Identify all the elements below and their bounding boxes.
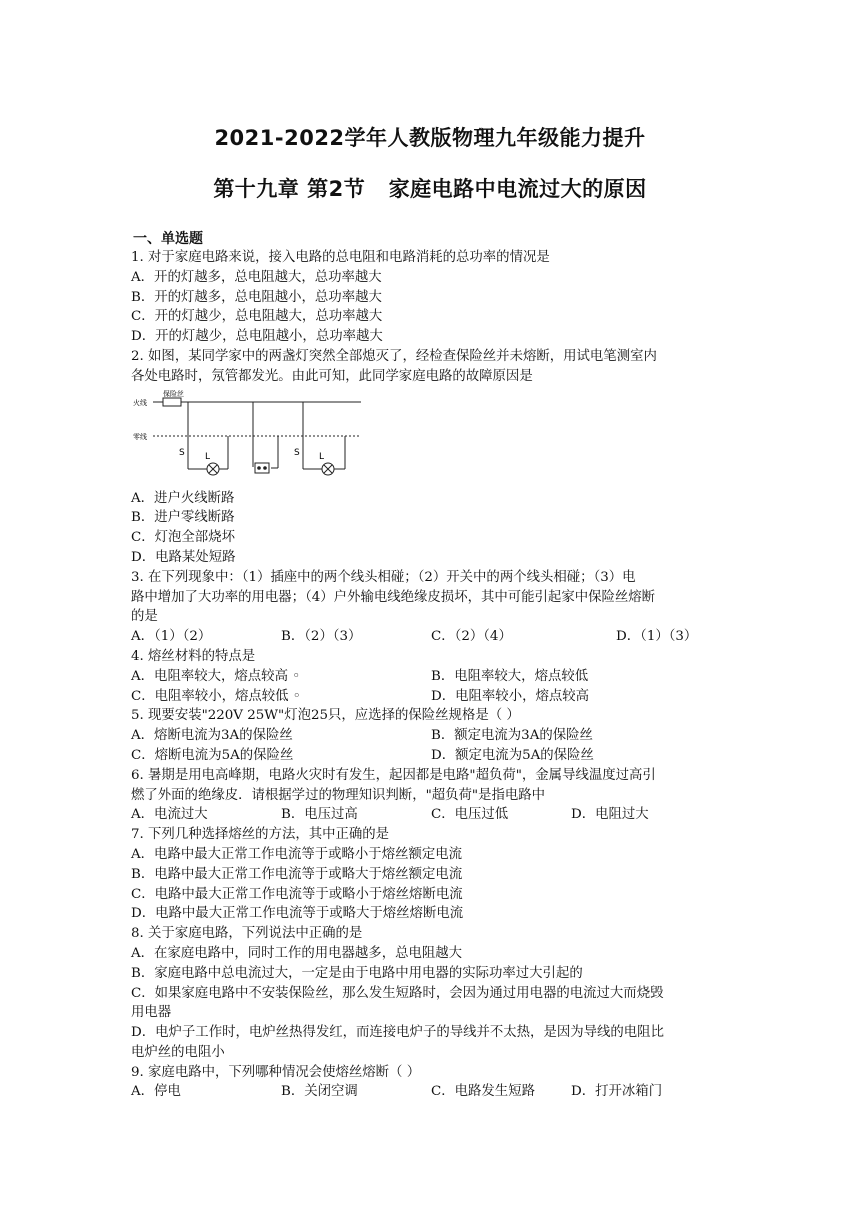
q7-option-d: D．电路中最大正常工作电流等于或略大于熔丝熔断电流 — [131, 906, 464, 922]
q2-option-a: A．进户火线断路 — [131, 490, 235, 506]
q6-option-d: D．电阻过大 — [571, 807, 649, 823]
q5-option-d: D．额定电流为5A的保险丝 — [431, 747, 594, 763]
q5-stem: 5. 现要安装"220V 25W"灯泡25只，应选择的保险丝规格是（ ） — [131, 708, 520, 724]
q6-option-c: C．电压过低 — [431, 807, 509, 823]
q9-options — [131, 1082, 731, 1102]
q2-option-c: C．灯泡全部烧坏 — [131, 530, 235, 546]
section-heading: 一、单选题 — [133, 231, 203, 247]
q4-option-a: A．电阻率较大，熔点较高 ◦ — [131, 668, 301, 684]
q9-option-b: B．关闭空调 — [281, 1084, 358, 1100]
q6-stem-line2: 燃了外面的绝缘皮．请根据学过的物理知识判断，"超负荷"是指电路中 — [131, 787, 546, 803]
circuit-diagram — [133, 389, 363, 489]
q3-option-b: B．（2）（3） — [281, 629, 362, 645]
q2-option-d: D．电路某处短路 — [131, 549, 236, 565]
q3-option-d: D．（1）（3） — [616, 629, 698, 645]
q1-option-a: A．开的灯越多，总电阻越大，总功率越大 — [131, 269, 382, 285]
live-wire-label: 火线 — [133, 398, 147, 407]
q6-option-a: A．电流过大 — [131, 807, 208, 823]
q4-option-c: C．电阻率较小，熔点较低 ◦ — [131, 688, 301, 704]
q4-option-b: B．电阻率较大，熔点较低 — [431, 668, 589, 684]
q5-option-c: C．熔断电流为5A的保险丝 — [131, 747, 294, 763]
q9-option-c: C．电路发生短路 — [431, 1084, 535, 1100]
circuit-diagram-svg — [133, 389, 363, 487]
q3-stem-line2: 路中增加了大功率的用电器；（4）户外输电线绝缘皮损坏，其中可能引起家中保险丝熔断 — [131, 589, 656, 605]
q1-option-c: C．开的灯越少，总电阻越大，总功率越大 — [131, 309, 383, 325]
q8-stem: 8. 关于家庭电路，下列说法中正确的是 — [131, 926, 363, 942]
q8-option-c-line2: 用电器 — [131, 1005, 172, 1021]
q7-option-c: C．电路中最大正常工作电流等于或略小于熔丝熔断电流 — [131, 886, 463, 902]
neutral-wire-label: 零线 — [133, 432, 147, 441]
q5-options-row1 — [131, 726, 731, 746]
q6-option-b: B．电压过高 — [281, 807, 358, 823]
document-title: 2021-2022学年人教版物理九年级能力提升 — [214, 126, 646, 150]
fuse-label: 保险丝 — [163, 389, 184, 398]
q8-option-d-line1: D．电炉子工作时，电炉丝热得发红，而连接电炉子的导线并不太热，是因为导线的电阻比 — [131, 1025, 664, 1041]
q9-option-d: D．打开冰箱门 — [571, 1084, 663, 1100]
q6-options — [131, 805, 731, 825]
q5-option-b: B．额定电流为3A的保险丝 — [431, 728, 593, 744]
switch-2-label: S — [294, 447, 300, 458]
q2-stem-line2: 各处电路时，氖管都发光。由此可知，此同学家庭电路的故障原因是 — [131, 368, 533, 384]
switch-1-label: S — [179, 447, 185, 458]
q3-stem-line3: 的是 — [131, 609, 158, 625]
q5-option-a: A．熔断电流为3A的保险丝 — [131, 728, 293, 744]
q7-stem: 7. 下列几种选择熔丝的方法，其中正确的是 — [131, 827, 390, 843]
q4-stem: 4. 熔丝材料的特点是 — [131, 648, 256, 664]
q7-option-a: A．电路中最大正常工作电流等于或略小于熔丝额定电流 — [131, 846, 463, 862]
q4-options-row1 — [131, 667, 731, 687]
q4-option-d: D．电阻率较小，熔点较高 — [431, 688, 590, 704]
q1-option-b: B．开的灯越多，总电阻越小，总功率越大 — [131, 289, 382, 305]
lamp-1-label: L — [205, 451, 211, 462]
q5-options-row2 — [131, 746, 731, 766]
q6-stem-line1: 6. 暑期是用电高峰期，电路火灾时有发生，起因都是电路"超负荷"，金属导线温度过高引 — [131, 767, 656, 783]
q9-option-a: A．停电 — [131, 1084, 181, 1100]
document-subtitle: 第十九章 第2节 家庭电路中电流过大的原因 — [213, 177, 647, 201]
question-list — [131, 248, 731, 1102]
q2-option-b: B．进户零线断路 — [131, 510, 235, 526]
q9-stem: 9. 家庭电路中，下列哪种情况会使熔丝熔断（ ） — [131, 1064, 421, 1080]
q8-option-c-line1: C．如果家庭电路中不安装保险丝，那么发生短路时，会因为通过用电器的电流过大而烧毁 — [131, 985, 664, 1001]
q8-option-a: A．在家庭电路中，同时工作的用电器越多，总电阻越大 — [131, 945, 463, 961]
q2-stem-line1: 2. 如图，某同学家中的两盏灯突然全部熄灭了，经检查保险丝并未熔断，用试电笔测室内 — [131, 348, 657, 364]
q1-option-d: D．开的灯越少，总电阻越小，总功率越大 — [131, 329, 383, 345]
lamp-2-label: L — [319, 451, 325, 462]
q4-options-row2 — [131, 687, 731, 707]
q7-option-b: B．电路中最大正常工作电流等于或略大于熔丝额定电流 — [131, 866, 463, 882]
q3-option-c: C．（2）（4） — [431, 629, 512, 645]
q3-option-a: A．（1）（2） — [131, 629, 212, 645]
q3-stem-line1: 3. 在下列现象中：（1）插座中的两个线头相碰；（2）开关中的两个线头相碰；（3）电 — [131, 569, 636, 585]
q1-stem: 1. 对于家庭电路来说，接入电路的总电阻和电路消耗的总功率的情况是 — [131, 250, 550, 265]
q8-option-d-line2: 电炉丝的电阻小 — [131, 1044, 225, 1060]
q8-option-b: B．家庭电路中总电流过大，一定是由于电路中用电器的实际功率过大引起的 — [131, 965, 583, 981]
q3-options — [131, 627, 731, 647]
